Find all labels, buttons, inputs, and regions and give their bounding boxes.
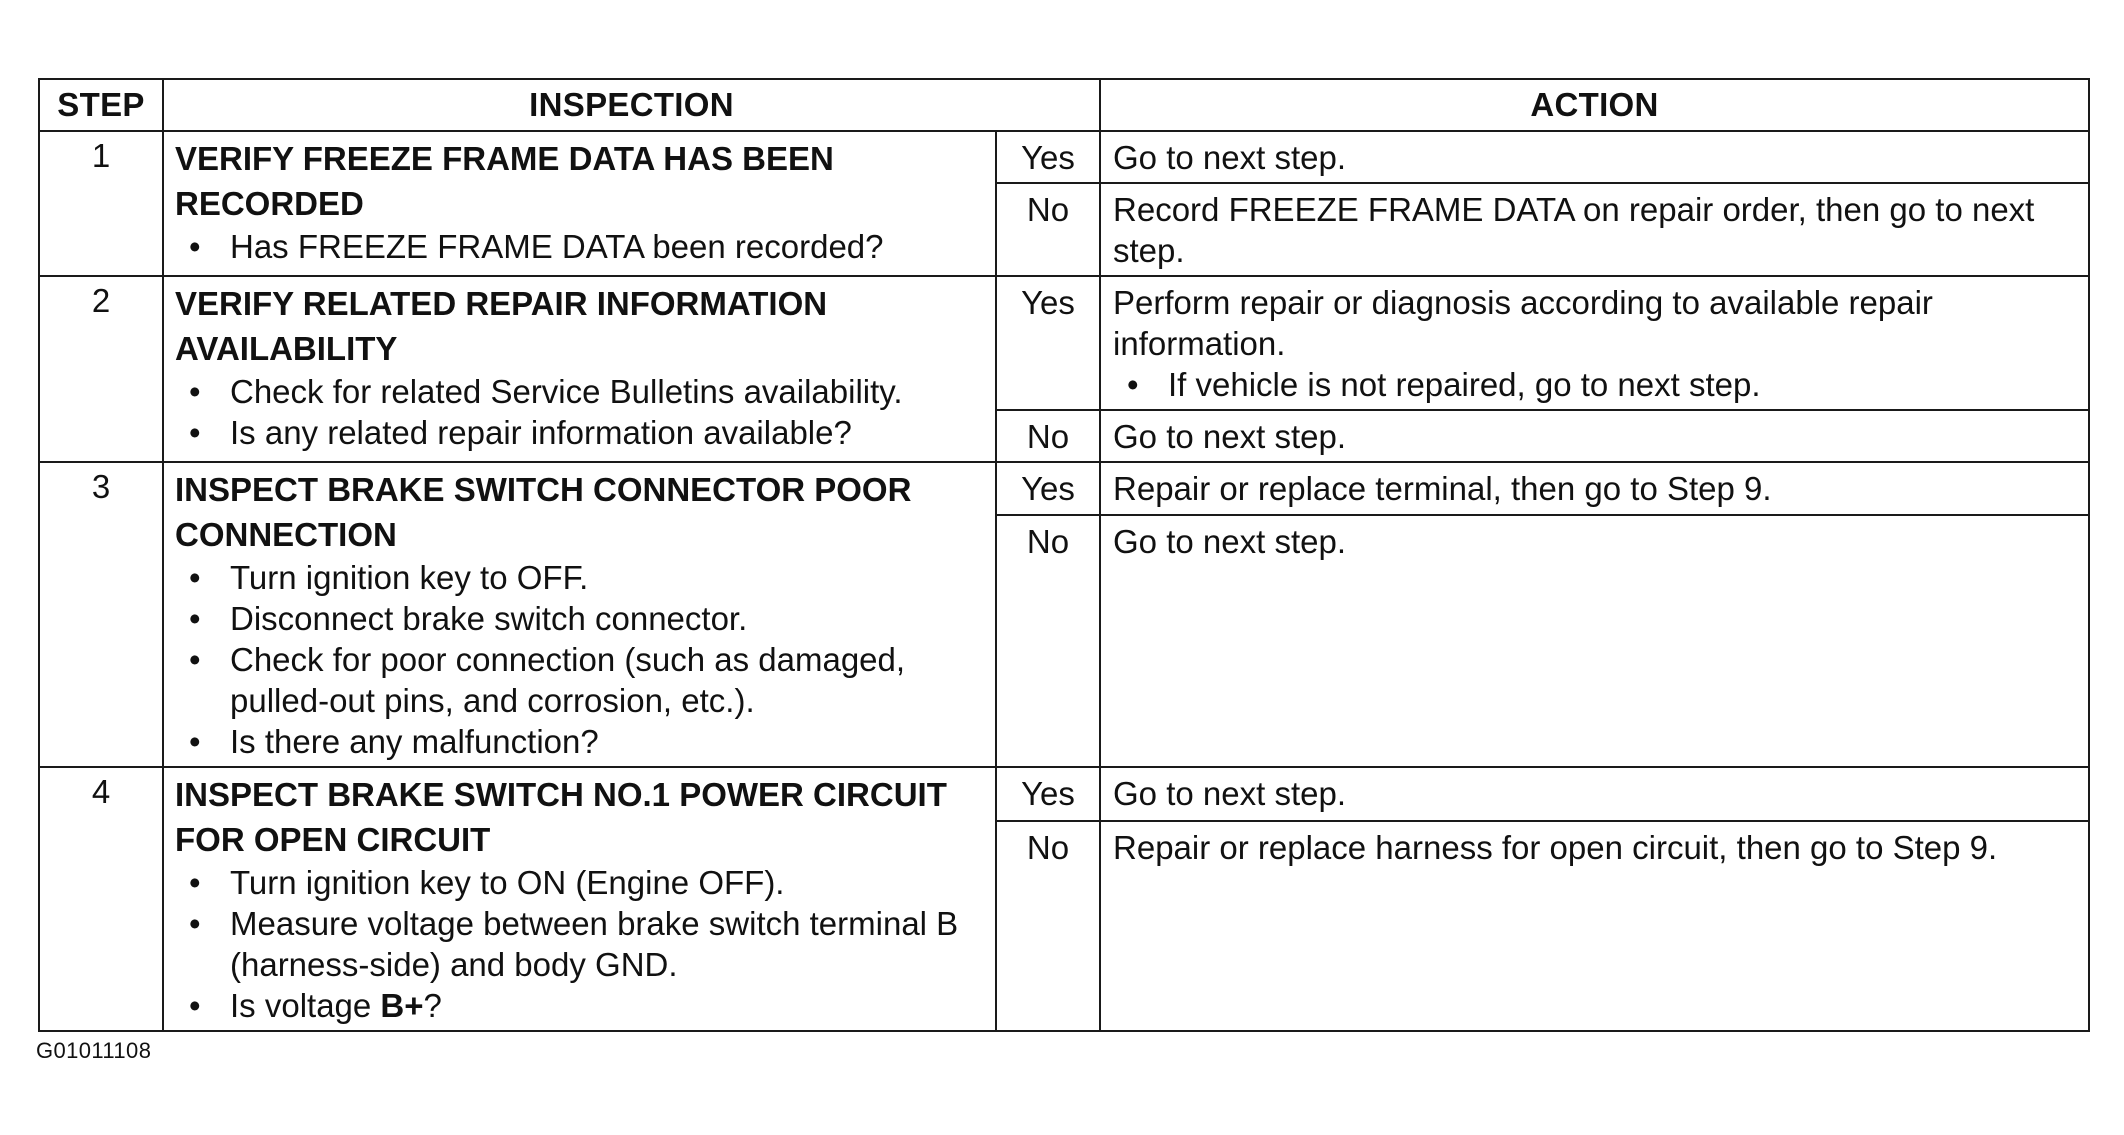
inspection-cell — [163, 462, 996, 767]
action-bullet: • If vehicle is not repaired, go to next step. — [1113, 364, 2076, 405]
no-label: No — [996, 410, 1100, 462]
inspection-bullet: • Is there any malfunction? — [175, 721, 985, 762]
inspection-title: VERIFY FREEZE FRAME DATA HAS BEEN RECORDED — [175, 140, 834, 222]
inspection-bullet-list — [175, 557, 985, 762]
inspection-bullet-list — [175, 862, 985, 1026]
step-column-header: STEP — [39, 79, 163, 131]
inspection-bullet: • Turn ignition key to ON (Engine OFF). — [175, 862, 985, 903]
no-label: No — [996, 183, 1100, 276]
yes-action: Repair or replace terminal, then go to Step 9. — [1100, 462, 2089, 515]
yes-label: Yes — [996, 276, 1100, 410]
inspection-bullet: • Check for related Service Bulletins availability. — [175, 371, 985, 412]
yes-action-cell — [1100, 276, 2089, 410]
yes-label: Yes — [996, 131, 1100, 183]
table-header-row — [39, 79, 2089, 131]
document-code: G01011108 — [36, 1038, 152, 1063]
step-2-yes-row — [39, 276, 2089, 410]
inspection-bullet: • Disconnect brake switch connector. — [175, 598, 985, 639]
inspection-bullet-list — [175, 371, 985, 453]
inspection-bullet: • Turn ignition key to OFF. — [175, 557, 985, 598]
inspection-bullet-list — [175, 226, 985, 267]
inspection-cell — [163, 131, 996, 276]
no-label: No — [996, 821, 1100, 1031]
yes-action: Go to next step. — [1100, 131, 2089, 183]
inspection-bullet: • Check for poor connection (such as damaged, pulled-out pins, and corrosion, etc.). — [175, 639, 985, 721]
no-action: Record FREEZE FRAME DATA on repair order, then go to next step. — [1100, 183, 2089, 276]
yes-label: Yes — [996, 767, 1100, 821]
step-number: 4 — [39, 767, 163, 1031]
inspection-cell — [163, 276, 996, 462]
inspection-bullet — [175, 985, 985, 1026]
diagnostic-procedure-table — [38, 78, 2090, 1032]
bullet-text: ? — [423, 987, 442, 1024]
inspection-bullet: • Has FREEZE FRAME DATA been recorded? — [175, 226, 985, 267]
action-column-header: ACTION — [1100, 79, 2089, 131]
step-3-yes-row — [39, 462, 2089, 515]
no-action: Go to next step. — [1100, 410, 2089, 462]
inspection-bullet: • Is any related repair information available? — [175, 412, 985, 453]
yes-action: Perform repair or diagnosis according to available repair information. — [1113, 284, 1933, 362]
action-bullet-list — [1113, 364, 2076, 405]
step-number: 3 — [39, 462, 163, 767]
inspection-title: INSPECT BRAKE SWITCH CONNECTOR POOR CONNECTION — [175, 471, 912, 553]
step-number: 1 — [39, 131, 163, 276]
bullet-bold-text: B+ — [380, 987, 424, 1024]
no-action: Repair or replace harness for open circuit, then go to Step 9. — [1100, 821, 2089, 1031]
inspection-title: VERIFY RELATED REPAIR INFORMATION AVAILABILITY — [175, 285, 828, 367]
inspection-column-header: INSPECTION — [163, 79, 1100, 131]
inspection-title: INSPECT BRAKE SWITCH NO.1 POWER CIRCUIT FOR OPEN CIRCUIT — [175, 776, 947, 858]
no-label: No — [996, 515, 1100, 767]
bullet-text: Is voltage — [230, 987, 381, 1024]
no-action: Go to next step. — [1100, 515, 2089, 767]
yes-action: Go to next step. — [1100, 767, 2089, 821]
step-1-yes-row — [39, 131, 2089, 183]
inspection-bullet: • Measure voltage between brake switch terminal B (harness-side) and body GND. — [175, 903, 985, 985]
inspection-cell — [163, 767, 996, 1031]
step-4-yes-row — [39, 767, 2089, 821]
step-number: 2 — [39, 276, 163, 462]
yes-label: Yes — [996, 462, 1100, 515]
